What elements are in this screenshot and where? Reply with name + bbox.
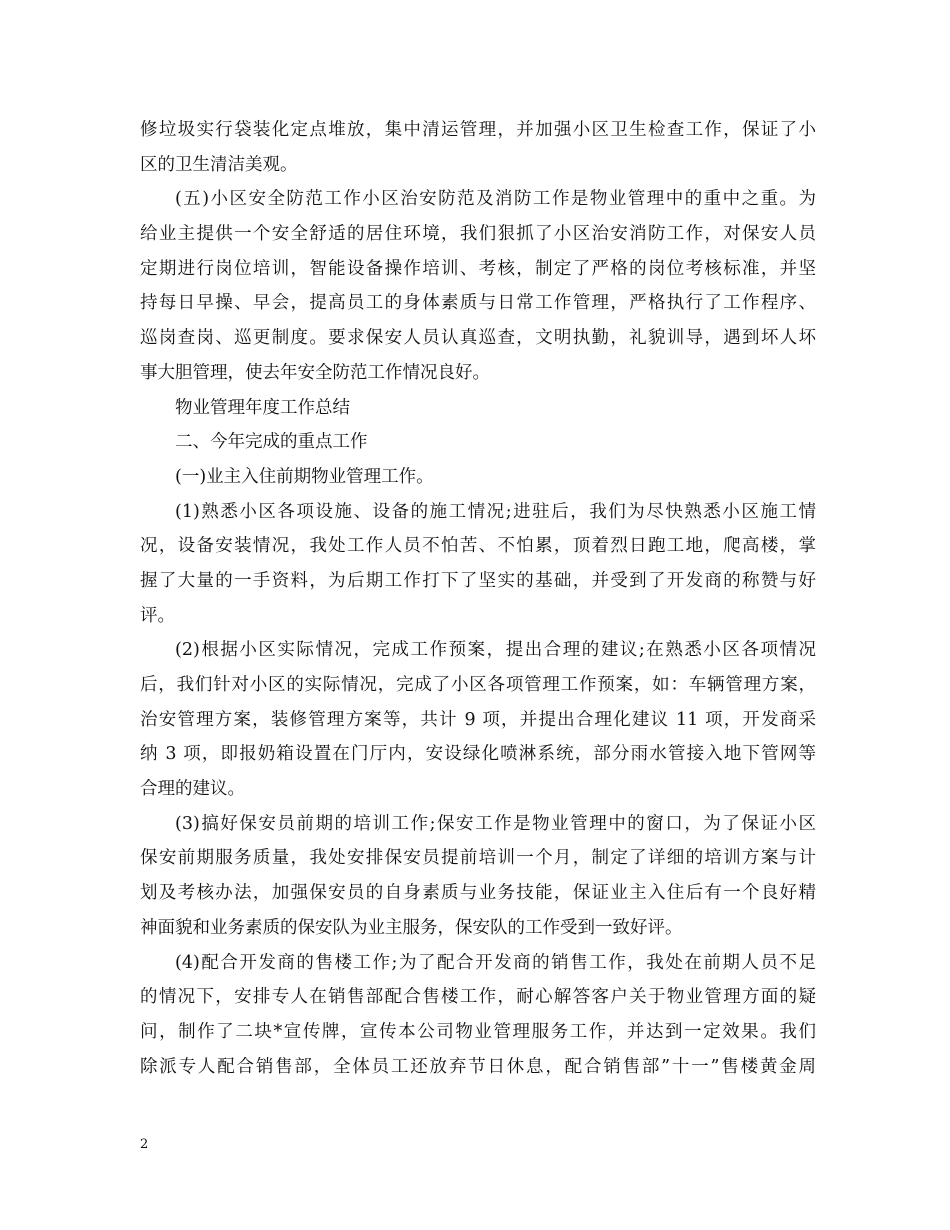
text-line: 定期进行岗位培训，智能设备操作培训、考核，制定了严格的岗位考核标准，并坚 — [140, 258, 816, 279]
text-line: 神面貌和业务素质的保安队为业主服务，保安队的工作受到一致好评。 — [140, 917, 683, 938]
paragraph-line-indented: (1)熟悉小区各项设施、设备的施工情况;进驻后，我们为尽快熟悉小区施工情 — [175, 501, 816, 522]
text-line: 合理的建议。 — [140, 779, 245, 800]
subsection-heading: (一)业主入住前期物业管理工作。 — [175, 466, 434, 487]
paragraph-line-indented: (4)配合开发商的售楼工作;为了配合开发商的销售工作，我处在前期人员不足 — [175, 952, 816, 973]
text-line: 治安管理方案，装修管理方案等，共计 9 项，并提出合理化建议 11 项，开发商采 — [140, 709, 816, 730]
text-line: 纳 3 项，即报奶箱设置在门厅内，安设绿化喷淋系统，部分雨水管接入地下管网等 — [140, 744, 816, 765]
paragraph-line-indented: (五)小区安全防范工作小区治安防范及消防工作是物业管理中的重中之重。为 — [175, 189, 816, 210]
text-line: 评。 — [140, 605, 175, 626]
text-line: 给业主提供一个安全舒适的居住环境，我们狠抓了小区治安消防工作，对保安人员 — [140, 224, 816, 245]
text-line: 划及考核办法，加强保安员的自身素质与业务技能，保证业主入住后有一个良好精 — [140, 883, 816, 904]
text-line: 保安前期服务质量，我处安排保安员提前培训一个月，制定了详细的培训方案与计 — [140, 848, 816, 869]
text-line: 巡岗查岗、巡更制度。要求保安人员认真巡查，文明执勤，礼貌训导，遇到坏人坏 — [140, 328, 816, 349]
document-body — [140, 113, 816, 1084]
section-heading: 物业管理年度工作总结 — [175, 397, 350, 418]
text-line: 修垃圾实行袋装化定点堆放，集中清运管理，并加强小区卫生检查工作，保证了小 — [140, 120, 816, 140]
text-line: 除派专人配合销售部，全体员工还放弃节日休息，配合销售部”十一”售楼黄金周 — [140, 1056, 816, 1077]
paragraph-line-indented: (3)搞好保安员前期的培训工作;保安工作是物业管理中的窗口，为了保证小区 — [175, 813, 816, 834]
text-line: 握了大量的一手资料，为后期工作打下了坚实的基础，并受到了开发商的称赞与好 — [140, 570, 816, 591]
page-number: 2 — [140, 1137, 149, 1152]
text-line: 的情况下，安排专人在销售部配合售楼工作，耐心解答客户关于物业管理方面的疑 — [140, 987, 816, 1008]
text-line: 区的卫生清洁美观。 — [140, 154, 298, 175]
text-line: 持每日早操、早会，提高员工的身体素质与日常工作管理，严格执行了工作程序、 — [140, 293, 816, 314]
text-line: 后，我们针对小区的实际情况，完成了小区各项管理工作预案，如：车辆管理方案， — [140, 675, 816, 695]
text-line: 况，设备安装情况，我处工作人员不怕苦、不怕累，顶着烈日跑工地，爬高楼，掌 — [140, 536, 816, 557]
section-heading: 二、今年完成的重点工作 — [175, 432, 368, 453]
text-line: 事大胆管理，使去年安全防范工作情况良好。 — [140, 362, 490, 383]
paragraph-line-indented: (2)根据小区实际情况，完成工作预案，提出合理的建议;在熟悉小区各项情况 — [175, 640, 816, 661]
text-line: 问，制作了二块*宣传牌，宣传本公司物业管理服务工作，并达到一定效果。我们 — [140, 1021, 816, 1042]
